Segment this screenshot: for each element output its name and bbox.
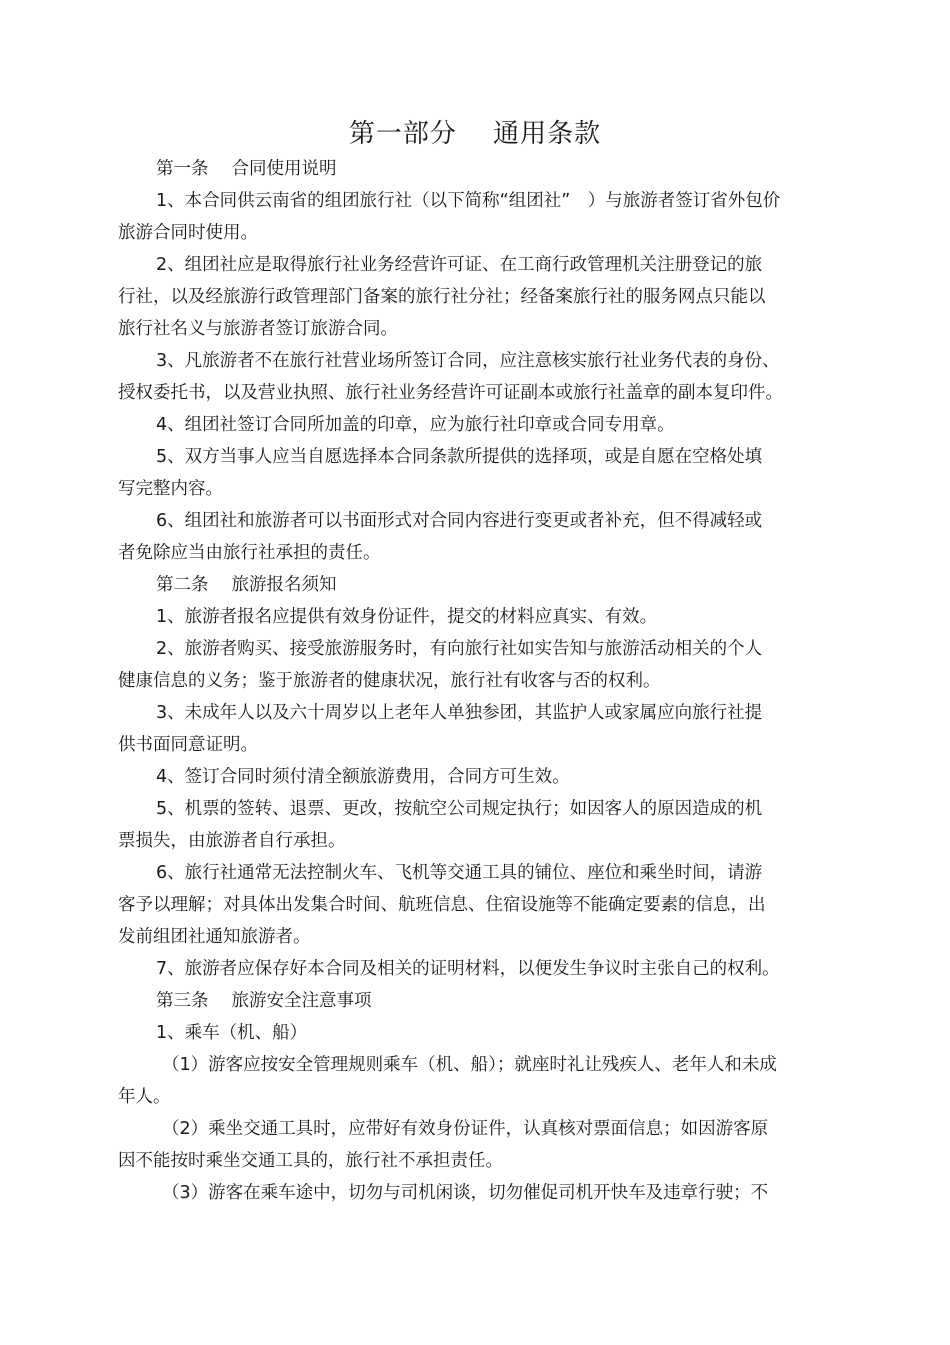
text-line: 第二条 旅游报名须知 — [156, 575, 337, 595]
text-line: 6、旅行社通常无法控制火车、飞机等交通工具的铺位、座位和乘坐时间，请游 — [156, 863, 763, 883]
text-line: 行社，以及经旅游行政管理部门备案的旅行社分社；经备案旅行社的服务网点只能以 — [118, 287, 766, 307]
text-line: （2）乘坐交通工具时，应带好有效身份证件，认真核对票面信息；如因游客原 — [162, 1119, 769, 1139]
document-body — [118, 153, 808, 1209]
text-line: 因不能按时乘坐交通工具的，旅行社不承担责任。 — [118, 1151, 503, 1171]
text-line: 发前组团社通知旅游者。 — [118, 927, 311, 947]
text-line: 3、凡旅游者不在旅行社营业场所签订合同，应注意核实旅行社业务代表的身份、 — [156, 351, 780, 371]
text-line: 旅行社名义与旅游者签订旅游合同。 — [118, 319, 398, 339]
text-line: 票损失，由旅游者自行承担。 — [118, 831, 346, 851]
text-line: （1）游客应按安全管理规则乘车（机、船）；就座时礼让残疾人、老年人和未成 — [162, 1055, 777, 1075]
text-line: 1、乘车（机、船） — [156, 1023, 308, 1043]
text-line: 5、双方当事人应当自愿选择本合同条款所提供的选择项，或是自愿在空格处填 — [156, 447, 763, 467]
text-line: 2、组团社应是取得旅行社业务经营许可证、在工商行政管理机关注册登记的旅 — [156, 255, 763, 275]
text-line: 旅游合同时使用。 — [118, 223, 258, 243]
text-line: 年人。 — [118, 1087, 171, 1107]
text-line: 6、组团社和旅游者可以书面形式对合同内容进行变更或者补充，但不得减轻或 — [156, 511, 763, 531]
text-line: 5、机票的签转、退票、更改，按航空公司规定执行；如因客人的原因造成的机 — [156, 799, 763, 819]
page-title: 第一部分 通用条款 — [348, 119, 602, 149]
text-line: 第一条 合同使用说明 — [156, 159, 337, 179]
text-line: 1、本合同供云南省的组团旅行社（以下简称“组团社” ）与旅游者签订省外包价 — [156, 191, 781, 211]
text-line: 4、签订合同时须付清全额旅游费用，合同方可生效。 — [156, 767, 570, 787]
text-line: 3、未成年人以及六十周岁以上老年人单独参团，其监护人或家属应向旅行社提 — [156, 703, 763, 723]
text-line: 健康信息的义务；鉴于旅游者的健康状况，旅行社有收客与否的权利。 — [118, 671, 661, 691]
text-line: 客予以理解；对具体出发集合时间、航班信息、住宿设施等不能确定要素的信息，出 — [118, 895, 766, 915]
text-line: （3）游客在乘车途中，切勿与司机闲谈，切勿催促司机开快车及违章行驶；不 — [162, 1183, 769, 1203]
text-line: 第三条 旅游安全注意事项 — [156, 991, 372, 1011]
text-line: 写完整内容。 — [118, 479, 223, 499]
text-line: 1、旅游者报名应提供有效身份证件，提交的材料应真实、有效。 — [156, 607, 658, 627]
text-line: 授权委托书，以及营业执照、旅行社业务经营许可证副本或旅行社盖章的副本复印件。 — [118, 383, 783, 403]
text-line: 7、旅游者应保存好本合同及相关的证明材料，以便发生争议时主张自己的权利。 — [156, 959, 780, 979]
text-line: 2、旅游者购买、接受旅游服务时，有向旅行社如实告知与旅游活动相关的个人 — [156, 639, 763, 659]
text-line: 者免除应当由旅行社承担的责任。 — [118, 543, 381, 563]
text-line: 供书面同意证明。 — [118, 735, 258, 755]
text-line: 4、组团社签订合同所加盖的印章，应为旅行社印章或合同专用章。 — [156, 415, 675, 435]
